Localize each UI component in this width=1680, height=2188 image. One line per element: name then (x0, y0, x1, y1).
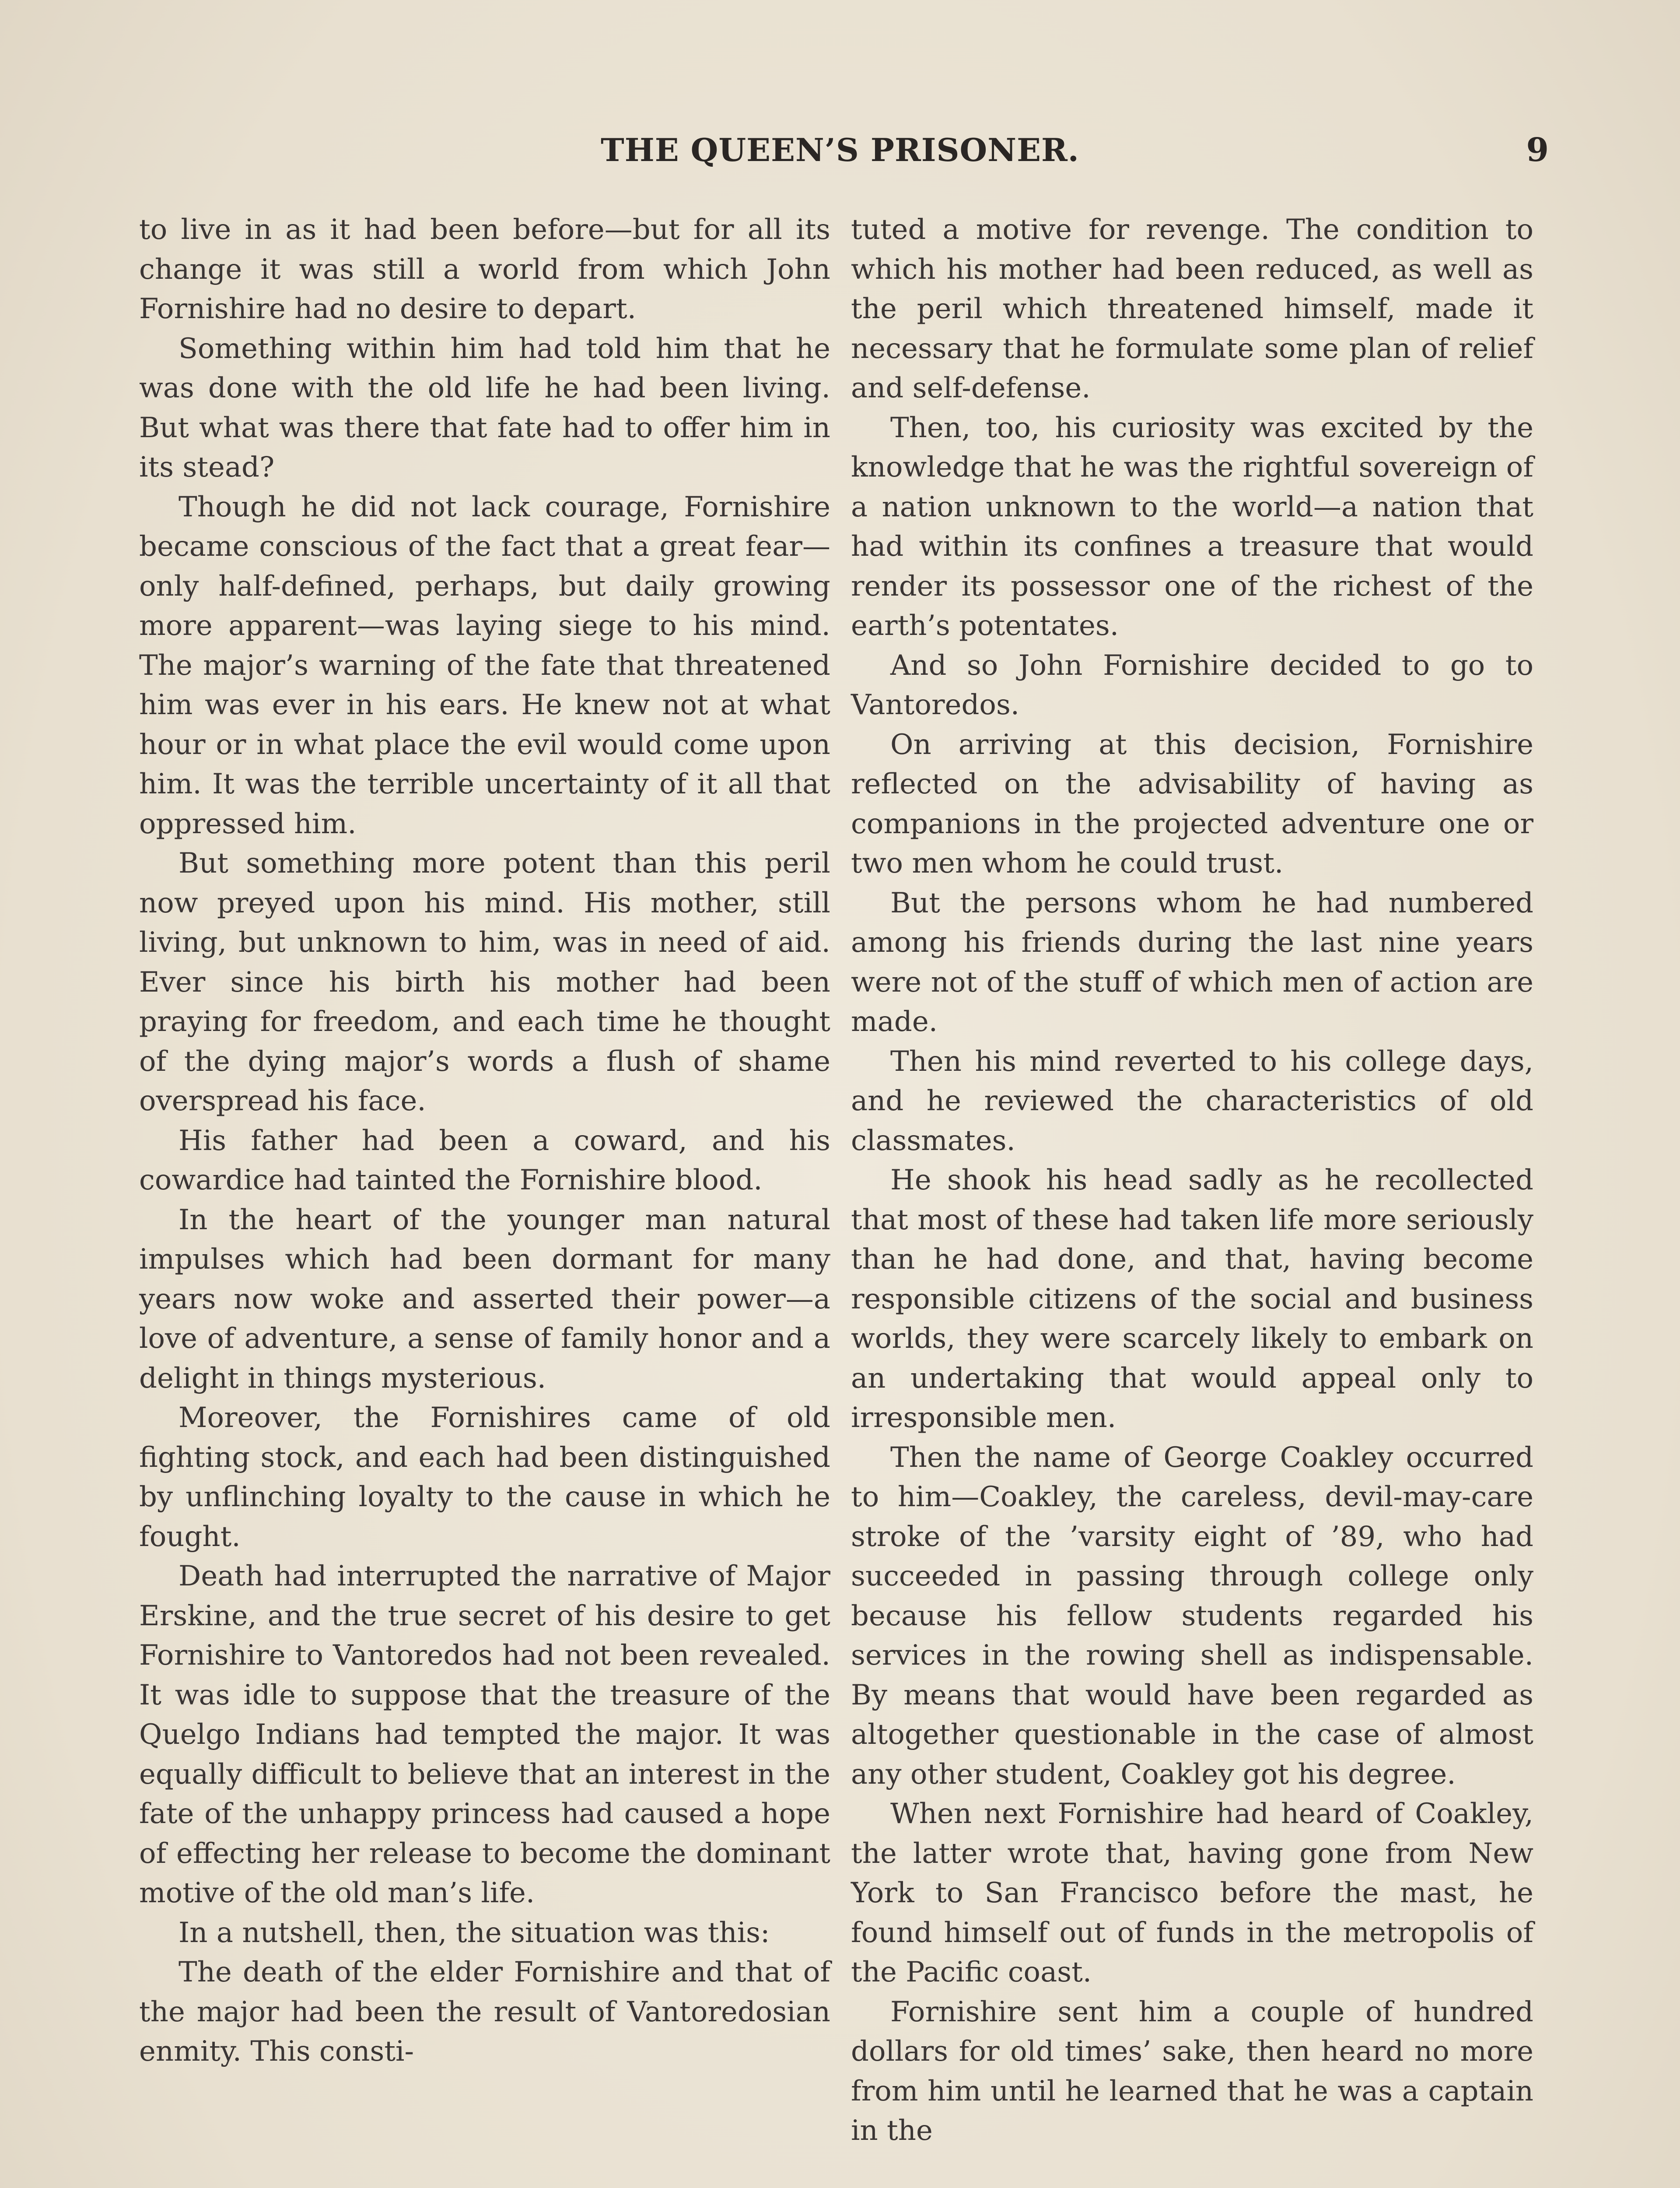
paragraph: Then, too, his curiosity was excited by the knowledge that he was the rightful sovereign of a nation unknown to the world—a nation that had within its confines a treasure that would render its possessor one of the richest of the earth’s potentates. (851, 411, 1533, 642)
paragraph: But the persons whom he had numbered among his friends during the last nine years were not of the stuff of which men of action are made. (851, 887, 1533, 1038)
paragraph: Then the name of George Coakley occurred to him—Coakley, the careless, devil-may-care stroke of the ’varsity eight of ’89, who had succeeded in passing through college only because his fellow students regarded his services in the rowing shell as indispensable. By means that would have been regarded as altogether questionable in the case of almost any other student, Coakley got his degree. (851, 1441, 1533, 1791)
paragraph: His father had been a coward, and his cowardice had tainted the Fornishire blood. (139, 1124, 830, 1196)
paragraph: Fornishire sent him a couple of hundred dollars for old times’ sake, then heard no more from him until he learned that he was a captain in the (851, 1995, 1533, 2147)
running-head: THE QUEEN’S PRISONER. (601, 131, 1079, 168)
paragraph: Moreover, the Fornishires came of old fighting stock, and each had been distinguished by unflinching loyalty to the cause in which he fought. (139, 1402, 830, 1553)
page-number: 9 (1526, 131, 1549, 169)
paragraph: Though he did not lack courage, Fornishire became conscious of the fact that a great fear—only half-defined, perhaps, but daily growing more apparent—was laying siege to his mind. The major’s warning of the fate that threatened him was ever in his ears. He knew not at what hour or in what place the evil would come upon him. It was the terrible uncertainty of it all that oppressed him. (139, 491, 830, 840)
paragraph: Death had interrupted the narrative of Major Erskine, and the true secret of his desire to get Fornishire to Vantoredos had not been revealed. It was idle to suppose that the treasure of the Quelgo Indians had tempted the major. It was equally difficult to believe that an interest in the fate of the unhappy princess had caused a hope of effecting her release to become the dominant motive of the old man’s life. (139, 1560, 830, 1909)
paragraph: In a nutshell, then, the situation was this: (178, 1916, 770, 1949)
page-header (131, 131, 1549, 179)
right-column (851, 210, 1533, 2151)
left-column (139, 210, 830, 2072)
paragraph: He shook his head sadly as he recollected that most of these had taken life more seriously than he had done, and that, having become responsible citizens of the social and business worlds, they were scarcely likely to embark on an undertaking that would appeal only to irresponsible men. (851, 1164, 1533, 1434)
paragraph: But something more potent than this peril now preyed upon his mind. His mother, still living, but unknown to him, was in need of aid. Ever since his birth his mother had been praying for freedom, and each time he thought of the dying major’s words a flush of shame overspread his face. (139, 847, 830, 1117)
paragraph: The death of the elder Fornishire and that of the major had been the result of Vantoredosian enmity. This consti- (139, 1956, 830, 2068)
paragraph: to live in as it had been before—but for all its change it was still a world from which John Fornishire had no desire to depart. (139, 214, 830, 325)
paragraph: In the heart of the younger man natural impulses which had been dormant for many years now woke and asserted their power—a love of adventure, a sense of family honor and a delight in things mysterious. (139, 1203, 830, 1395)
paragraph: tuted a motive for revenge. The condition to which his mother had been reduced, as well as the peril which threatened himself, made it necessary that he formulate some plan of relief and self-defense. (851, 214, 1533, 404)
paragraph: On arriving at this decision, Fornishire reflected on the advisability of having as companions in the projected adventure one or two men whom he could trust. (851, 728, 1533, 880)
paragraph: Something within him had told him that he was done with the old life he had been living. But what was there that fate had to offer him in its stead? (139, 332, 830, 484)
paragraph: When next Fornishire had heard of Coakley, the latter wrote that, having gone from New York to San Francisco before the mast, he found himself out of funds in the metropolis of the Pacific coast. (851, 1798, 1533, 1988)
paragraph: Then his mind reverted to his college days, and he reviewed the characteristics of old classmates. (851, 1045, 1533, 1157)
paragraph: And so John Fornishire decided to go to Vantoredos. (851, 649, 1533, 721)
